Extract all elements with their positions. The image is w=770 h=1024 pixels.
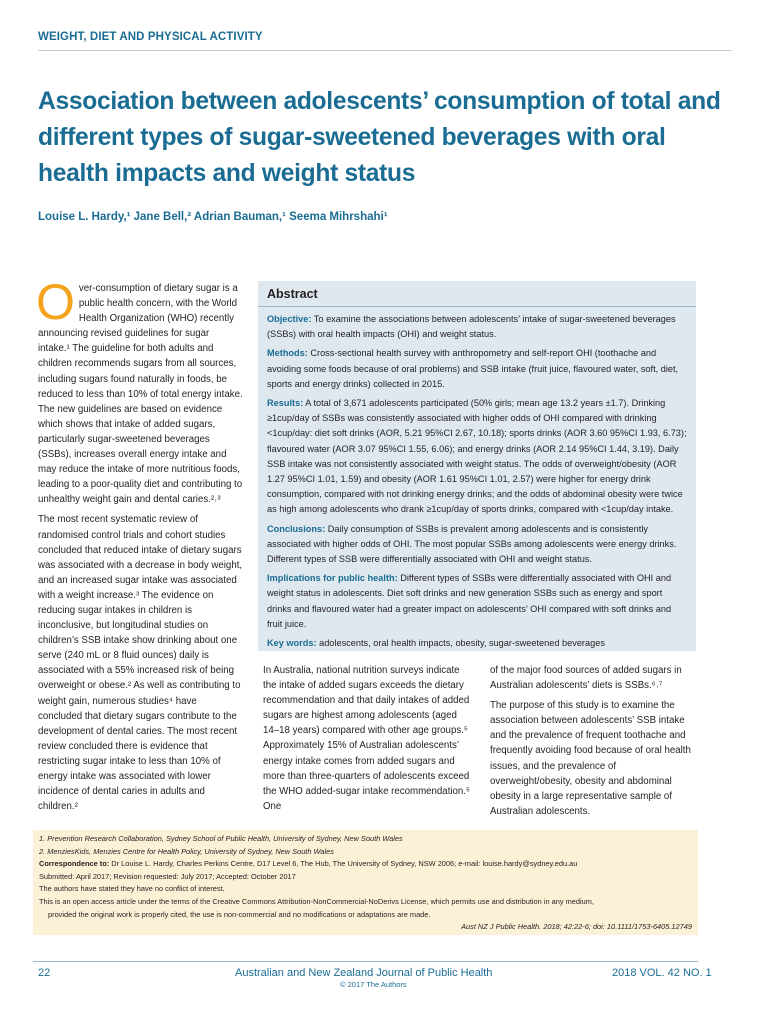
header-divider	[38, 50, 732, 51]
objective-text: To examine the associations between adolescents’ intake of sugar-sweetened beverages (SSBs) with oral health impacts (OHI) and weight status.	[267, 314, 676, 340]
footnote-box	[33, 830, 698, 935]
objective-label: Objective:	[267, 314, 312, 324]
abstract-results	[267, 396, 687, 518]
correspondence-label: Correspondence to:	[39, 859, 110, 869]
abstract-methods	[267, 346, 687, 392]
abstract-heading: Abstract	[267, 287, 318, 301]
implications-text: Different types of SSBs were differentially associated with OHI and weight status in adolescents. Diet soft drinks and new generation SSBs such as energy and sport drinks and flavoured water had a greater impact on adolescents’ OHI compared with soft drinks and fruit juice.	[267, 573, 672, 629]
correspondence	[39, 858, 692, 871]
intro-paragraph-1-text: ver-consumption of dietary sugar is a public health concern, with the World Health Organization (WHO) recently announcing revised guidelines for sugar intake.¹ The guideline for both adults and children recommends sugars from all sources, including sugars found naturally in foods, be reduced to less than 10% of total energy intake. The new guidelines are based on evidence which shows that intake of added sugars, particularly sugar-sweetened beverages (SSBs), increases overall energy intake and may reduce the intake of more nutritious foods, leading to a poor-quality diet and contributing to unhealthy weight gain and dental caries.²˒³	[38, 283, 243, 506]
intro-column	[36, 274, 243, 819]
footer-divider	[33, 961, 698, 962]
section-label: WEIGHT, DIET AND PHYSICAL ACTIVITY	[38, 31, 263, 43]
conclusions-text: Daily consumption of SSBs is prevalent among adolescents and is consistently associated with higher odds of OHI. The most popular SSBs among adolescents were energy drinks. Different types of SSB were differentially associated with OHI and weight status.	[267, 523, 677, 565]
methods-label: Methods:	[267, 348, 308, 359]
correspondence-text: Dr Louise L. Hardy, Charles Perkins Centre, D17 Level 6, The Hub, The University of Sydney, NSW 2006; e-mail: louise.hardy@sydney.edu.au	[109, 859, 578, 869]
abstract-implications	[267, 571, 687, 632]
abstract-box	[258, 281, 696, 651]
col3-paragraph-1: of the major food sources of added sugars in Australian adolescents’ diets is SSBs.⁶˒⁷	[490, 665, 682, 692]
abstract-conclusions	[267, 522, 687, 568]
volume-info: 2018 VOL. 42 NO. 1	[612, 967, 712, 979]
copyright: © 2017 The Authors	[340, 980, 407, 989]
keywords-label: Key words:	[267, 638, 317, 649]
drop-cap: O	[36, 274, 75, 330]
affiliation-2: 2. MenziesKids, Menzies Centre for Health Policy, University of Sydney, New South Wales	[39, 846, 334, 856]
affiliation-1: 1. Prevention Research Collaboration, Sydney School of Public Health, University of Sydney, New South Wales	[39, 834, 403, 843]
implications-label: Implications for public health:	[267, 573, 398, 584]
author-list: Louise L. Hardy,¹ Jane Bell,² Adrian Bauman,¹ Seema Mihrshahi¹	[38, 211, 388, 223]
results-label: Results:	[267, 398, 304, 409]
intro-paragraph-1	[36, 274, 243, 507]
body-column-2: In Australia, national nutrition surveys indicate the intake of added sugars exceeds the dietary recommendation and that daily intakes of added sugars are highest among adolescents (aged 14–18 years) compared with other age groups.⁵ Approximately 15% of Australian adolescents’ energy intake comes from added sugars and more than three-quarters of adolescents exceed the WHO added-sugar intake recommendation.⁵ One	[263, 665, 471, 812]
col3-paragraph-2: The purpose of this study is to examine the association between adolescents’ SSB intake and the prevalence of frequent toothache and frequently avoiding food because of oral health issues, and the prevalence of overweight/obesity, obesity and abdominal obesity in a large representative sample of Australian adolescents.	[490, 700, 691, 817]
body-column-3	[490, 663, 698, 824]
journal-name: Australian and New Zealand Journal of Public Health	[235, 967, 493, 979]
article-title: Association between adolescents’ consumption of total and different types of sugar-sweetened beverages with oral health impacts and weight status	[38, 88, 721, 187]
conflict-of-interest: The authors have stated they have no conflict of interest.	[39, 884, 225, 894]
abstract-divider	[258, 306, 696, 307]
results-text: A total of 3,671 adolescents participated (50% girls; mean age 13.2 years ±1.7). Drinking ≥1cup/day of SSBs was consistently associated with higher odds of OHI compared with drinking <1cup/day: diet soft drinks (AOR, 5.21 95%CI 2.67, 10.18); sports drinks (AOR 3.60 95%CI 1.93, 6.73); flavoured water (AOR 3.07 95%CI 1.55, 6.06); and energy drinks (AOR 2.14 95%CI 1.44, 3.19). Daily SSB intake was not consistently associated with weight status. The odds of overweight/obesity (AOR 1.27 95%CI 1.01, 1.59) and obesity (AOR 1.61 95%CI 1.01, 2.57) were higher for energy drink consumption, compared with not drinking energy drinks; and the odds of abdominal obesity were twice as high among adolescents who drank ≥1cup/day of sports drinks, compared with <1cup/day intake.	[267, 398, 687, 515]
abstract-objective	[267, 312, 687, 342]
submission-dates: Submitted: April 2017; Revision requested: July 2017; Accepted: October 2017	[39, 871, 296, 881]
abstract-keywords	[267, 636, 687, 651]
license-line-1: This is an open access article under the terms of the Creative Commons Attribution-NonCommercial-NoDerivs License, which permits use and distribution in any medium,	[39, 896, 594, 906]
page-number: 22	[38, 967, 51, 979]
intro-paragraph-2: The most recent systematic review of randomised control trials and cohort studies concluded that reduced intake of dietary sugars was associated with a decrease in body weight, and an increased sugar intake was associated with a weight increase.³ The evidence on reducing sugar intakes in children is inconclusive, but longitudinal studies on children’s SSB intake show drinking about one serve (240 mL or 8 fluid ounces) daily is associated with a 55% increased risk of being overweight or obese.² As well as contributing to weight gain, numerous studies⁴ have concluded that dietary sugars contribute to the development of dental caries. The most recent review concluded there is evidence that restricting sugar intake to less than 10% of energy intake was associated with lower incidence of dental caries in adults and children.²	[38, 514, 243, 813]
conclusions-label: Conclusions:	[267, 523, 326, 534]
keywords-text: adolescents, oral health impacts, obesity, sugar-sweetened beverages	[316, 638, 605, 649]
license-line-2: provided the original work is properly cited, the use is non-commercial and no modifications or adaptations are made.	[48, 909, 431, 919]
citation: Aust NZ J Public Health. 2018; 42:22-6; doi: 10.1111/1753-6405.12749	[461, 922, 692, 932]
methods-text: Cross-sectional health survey with anthropometry and self-report OHI (toothache and avoiding some foods because of oral problems) and SSB intake (fruit juice, flavoured water, soft, diet, sports and energy drinks) collected in 2015.	[267, 348, 679, 389]
